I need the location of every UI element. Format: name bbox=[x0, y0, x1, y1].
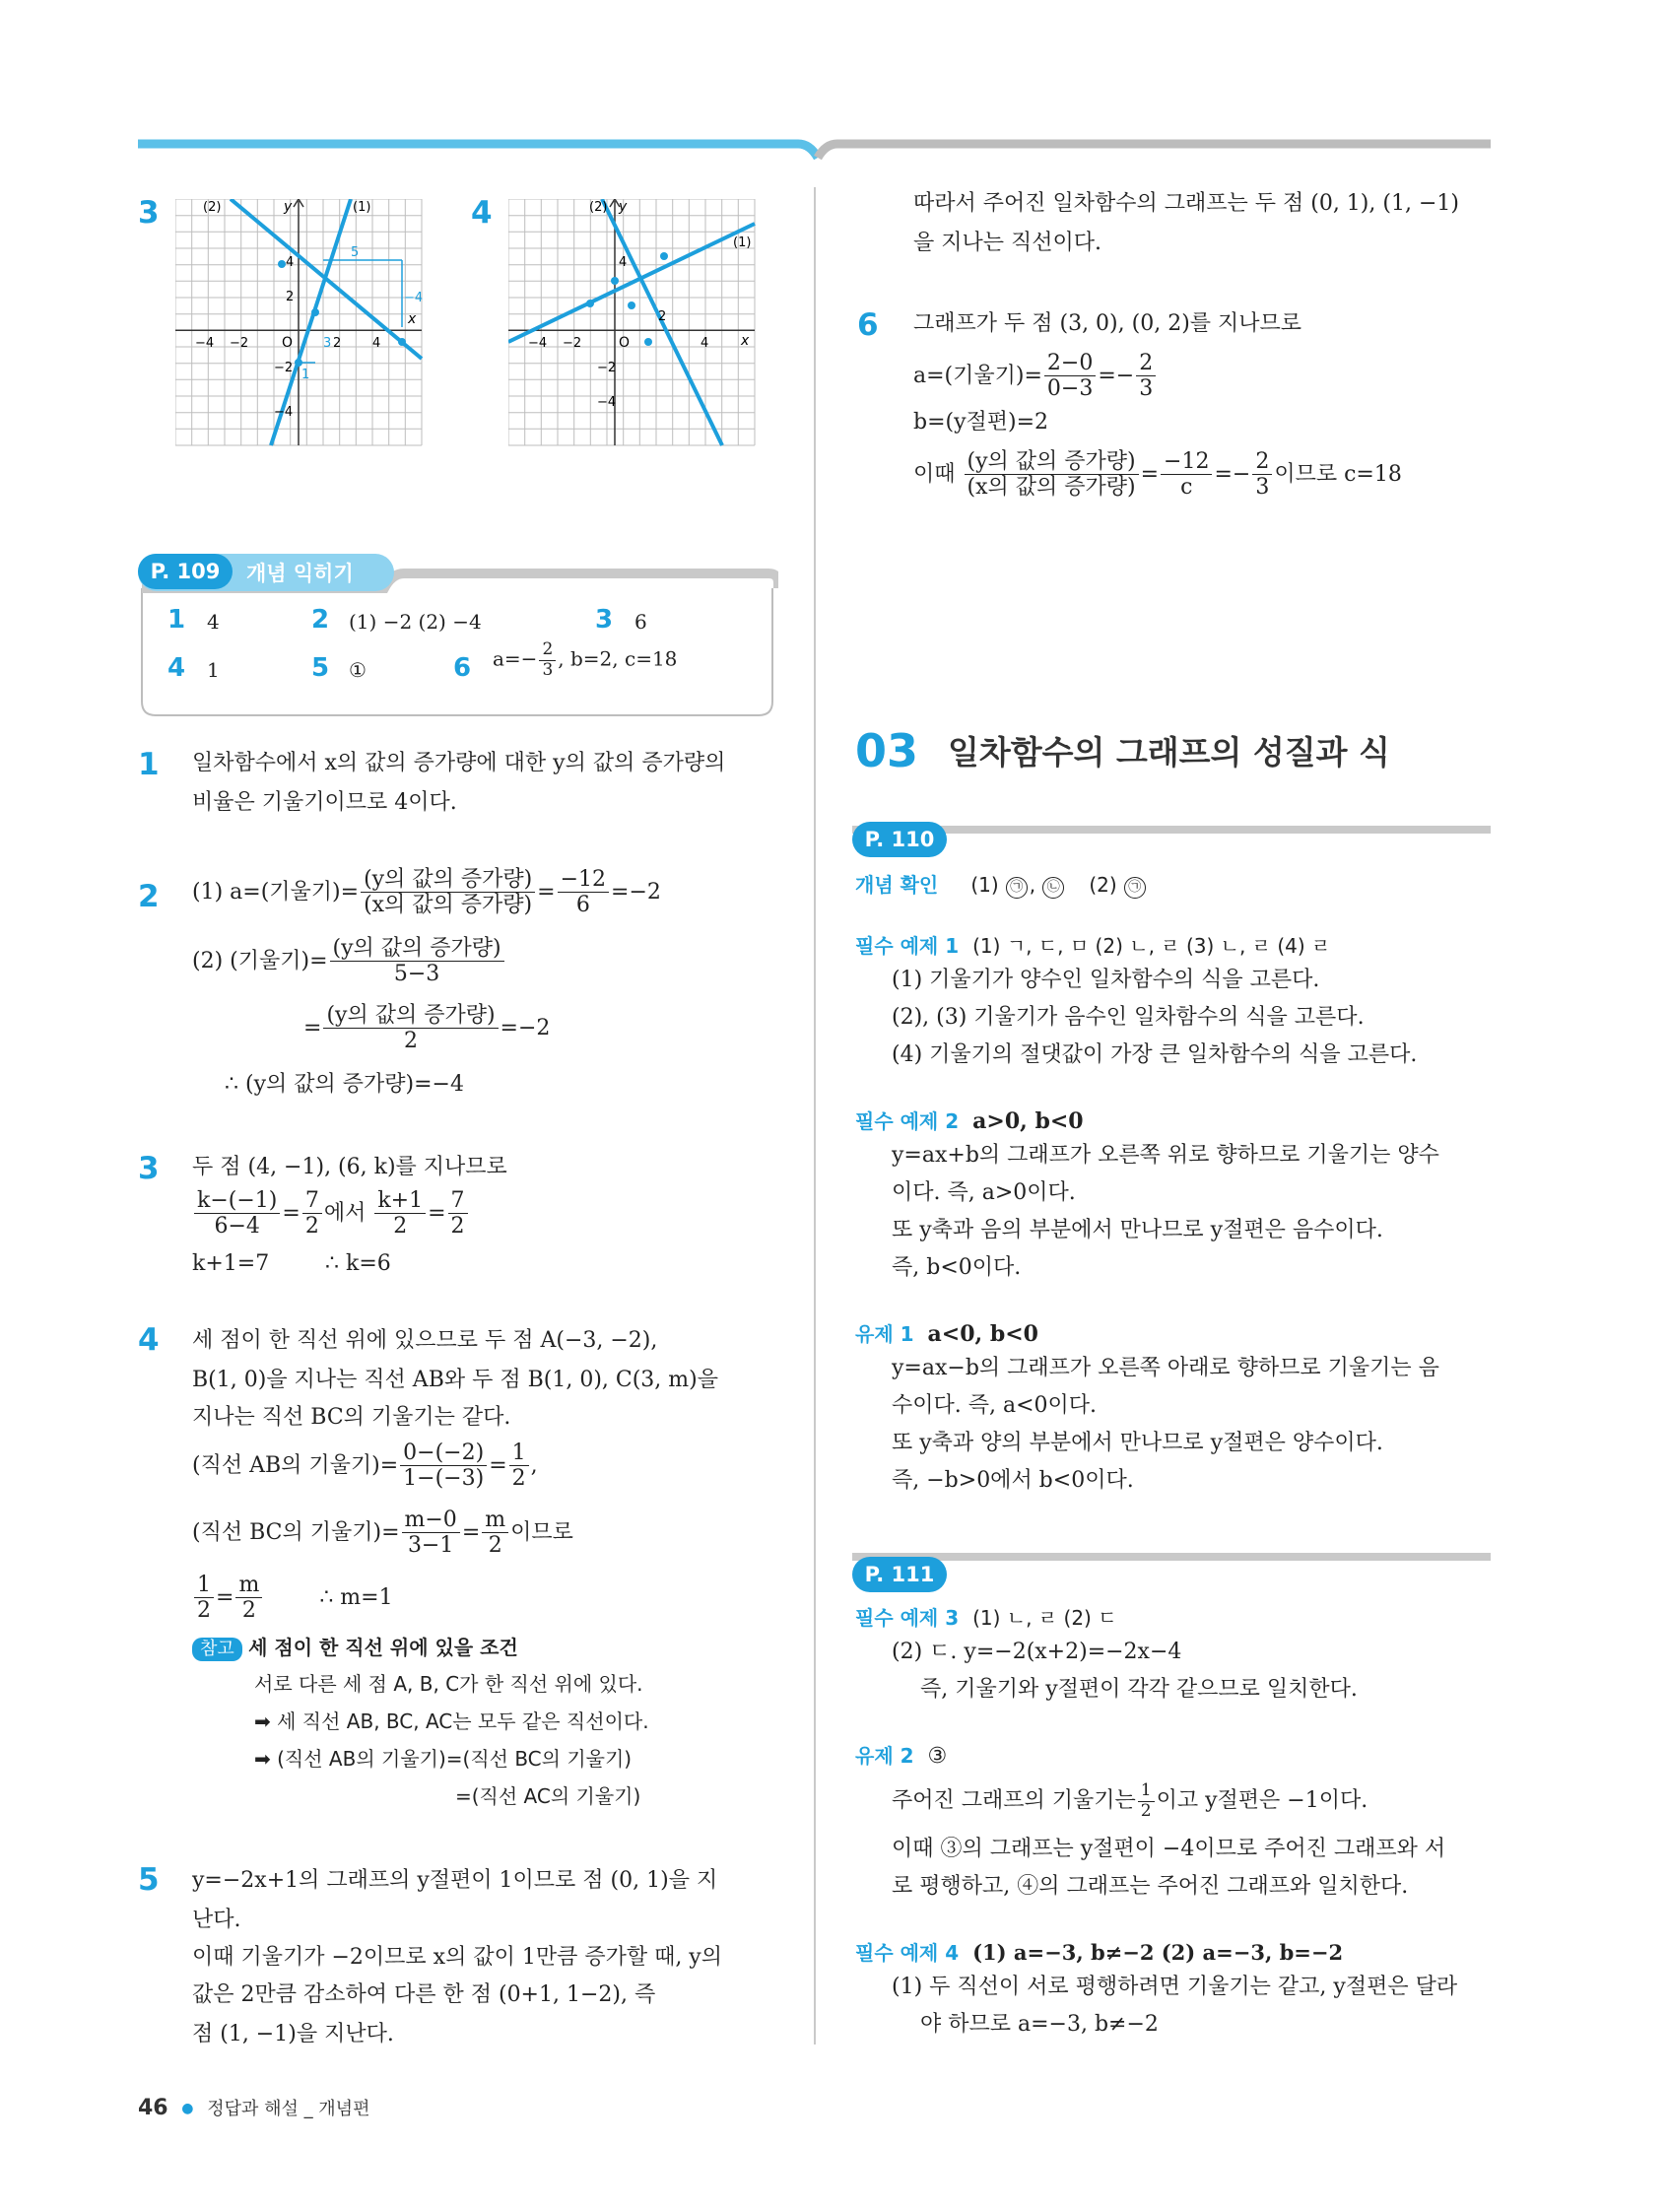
text-line: 값은 2만큼 감소하여 다른 한 점 (0+1, 1−2), 즉 bbox=[192, 1982, 656, 2007]
text-line: 주어진 그래프의 기울기는 $\frac{1}{2}$ 이고 y절편은 −1이다. bbox=[892, 1780, 1368, 1821]
text-line: 즉, 기울기와 y절편이 각각 같으므로 일치한다. bbox=[920, 1677, 1358, 1702]
svg-text:(1): (1) bbox=[353, 200, 371, 215]
example-4-header: 필수 예제 4 (1) a=−3, b≠−2 (2) a=−3, b=−2 bbox=[855, 1940, 1344, 1965]
svg-text:−4: −4 bbox=[404, 291, 424, 305]
text-line: 비율은 기울기이므로 4이다. bbox=[192, 790, 457, 815]
text-line: (1) 두 직선이 서로 평행하려면 기울기는 같고, y절편은 달라 bbox=[892, 1975, 1458, 1999]
column-divider bbox=[814, 187, 816, 2044]
formula-line: (직선 AB의 기울기)= $\frac{0-(-2)}{1-(-3)}$ = $\frac{1}{2}$ , bbox=[192, 1441, 538, 1492]
box-answer: 4 bbox=[207, 610, 220, 634]
solution-1-number: 1 bbox=[138, 747, 160, 782]
box-answer: 6 bbox=[634, 610, 647, 634]
svg-text:−4: −4 bbox=[274, 405, 294, 420]
graph-3 bbox=[175, 199, 428, 447]
graph-3-number: 3 bbox=[138, 195, 160, 231]
header-lines bbox=[0, 0, 1668, 168]
text-line: ∴ k=6 bbox=[325, 1251, 391, 1276]
svg-text:4: 4 bbox=[701, 336, 709, 351]
reference-line: ➡ 세 직선 AB, BC, AC는 모두 같은 직선이다. bbox=[254, 1709, 649, 1733]
svg-text:(1): (1) bbox=[733, 235, 752, 250]
svg-text:−2: −2 bbox=[563, 336, 582, 351]
page-badge: P. 109 bbox=[138, 554, 233, 589]
example-1-header: 필수 예제 1 (1) ㄱ, ㄷ, ㅁ (2) ㄴ, ㄹ (3) ㄴ, ㄹ (4) ㄹ bbox=[855, 934, 1331, 958]
exercise-2-header: 유제 2 ③ bbox=[855, 1744, 948, 1769]
formula-line: $\frac{k-(-1)}{6-4}$ = $\frac{7}{2}$ 에서 $\frac{k+1}{2}$ = $\frac{7}{2}$ bbox=[192, 1188, 470, 1240]
svg-text:2: 2 bbox=[658, 309, 667, 324]
section-title: 일차함수의 그래프의 성질과 식 bbox=[948, 733, 1390, 771]
concept-check: 개념 확인 (1) ㉠ , ㉡ (2) ㉠ bbox=[855, 869, 1148, 899]
svg-text:2: 2 bbox=[286, 290, 295, 304]
solution-5-number: 5 bbox=[138, 1862, 160, 1898]
text-line: 그래프가 두 점 (3, 0), (0, 2)를 지나므로 bbox=[913, 311, 1302, 336]
svg-text:−4: −4 bbox=[528, 336, 548, 351]
svg-text:3: 3 bbox=[323, 336, 332, 351]
svg-text:4: 4 bbox=[286, 255, 295, 270]
box-answer: (1) −2 (2) −4 bbox=[349, 610, 482, 634]
svg-text:5: 5 bbox=[351, 245, 360, 260]
svg-text:O: O bbox=[282, 335, 294, 351]
text-line: 또 y축과 음의 부분에서 만나므로 y절편은 음수이다. bbox=[892, 1218, 1383, 1242]
svg-text:4: 4 bbox=[372, 336, 381, 351]
svg-text:2: 2 bbox=[333, 336, 342, 351]
section-number-badge bbox=[855, 725, 934, 772]
page-badge: P. 110 bbox=[852, 822, 947, 857]
formula-line: (1) a=(기울기)= $\frac{\text{(y의 값의 증가량)}}{\text{(x의 값의 증가량)}}$ = $\frac{-12}{6}$ =−2 bbox=[192, 867, 661, 918]
text-line: ∴ (y의 값의 증가량)=−4 bbox=[225, 1072, 464, 1097]
formula-line: = $\frac{\text{(y의 값의 증가량)}}{2}$ =−2 bbox=[303, 1003, 551, 1054]
svg-text:x: x bbox=[408, 311, 417, 327]
text-line: y=−2x+1의 그래프의 y절편이 1이므로 점 (0, 1)을 지 bbox=[192, 1868, 718, 1893]
graph-4 bbox=[508, 199, 761, 447]
svg-text:−2: −2 bbox=[230, 336, 249, 351]
solution-4-number: 4 bbox=[138, 1322, 160, 1358]
text-line: 로 평행하고, ④의 그래프는 주어진 그래프와 일치한다. bbox=[892, 1874, 1409, 1899]
formula-line: (직선 BC의 기울기)= $\frac{m-0}{3-1}$ = $\frac{m}{2}$ 이므로 bbox=[192, 1508, 573, 1559]
text-line: 이다. 즉, a>0이다. bbox=[892, 1180, 1076, 1205]
solution-3-number: 3 bbox=[138, 1151, 160, 1186]
text-line: 점 (1, −1)을 지난다. bbox=[192, 2022, 394, 2046]
text-line: k+1=7 bbox=[192, 1251, 270, 1276]
text-line: B(1, 0)을 지나는 직선 AB와 두 점 B(1, 0), C(3, m)을 bbox=[192, 1368, 718, 1392]
svg-text:y: y bbox=[284, 199, 293, 215]
svg-text:x: x bbox=[741, 333, 750, 349]
text-line: 일차함수에서 x의 값의 증가량에 대한 y의 값의 증가량의 bbox=[192, 751, 726, 775]
svg-text:−2: −2 bbox=[597, 361, 617, 375]
text-line: 두 점 (4, −1), (6, k)를 지나므로 bbox=[192, 1155, 507, 1179]
formula-line: $\frac{1}{2}$ = $\frac{m}{2}$ ∴ m=1 bbox=[192, 1573, 393, 1624]
graph-4-number: 4 bbox=[471, 195, 493, 231]
text-line: (4) 기울기의 절댓값이 가장 큰 일차함수의 식을 고른다. bbox=[892, 1042, 1418, 1067]
reference-title: 세 점이 한 직선 위에 있을 조건 bbox=[248, 1636, 518, 1659]
text-line: (2) ㄷ. y=−2(x+2)=−2x−4 bbox=[892, 1640, 1182, 1664]
formula-a: a=(기울기)= $\frac{2-0}{0-3}$ =− $\frac{2}{3}$ bbox=[913, 351, 1158, 402]
concept-box-frame bbox=[138, 554, 778, 719]
reference-note bbox=[192, 1632, 518, 1661]
page-badge: P. 111 bbox=[852, 1557, 947, 1592]
box-answer: a=− $\frac{2}{3}$ , b=2, c=18 bbox=[493, 639, 678, 680]
text-line: 즉, −b>0에서 b<0이다. bbox=[892, 1468, 1134, 1493]
svg-text:03: 03 bbox=[855, 725, 919, 772]
reference-line: =(직선 AC의 기울기) bbox=[455, 1784, 641, 1808]
box-title: 개념 익히기 bbox=[246, 562, 354, 585]
text-line: 이때 ③의 그래프는 y절편이 −4이므로 주어진 그래프와 서 bbox=[892, 1837, 1446, 1861]
formula-b: b=(y절편)=2 bbox=[913, 410, 1049, 435]
box-answer-number: 6 bbox=[453, 653, 472, 683]
svg-text:−4: −4 bbox=[597, 395, 617, 410]
example-3-header: 필수 예제 3 (1) ㄴ, ㄹ (2) ㄷ bbox=[855, 1606, 1117, 1630]
text-line: y=ax+b의 그래프가 오른쪽 위로 향하므로 기울기는 양수 bbox=[892, 1143, 1439, 1168]
text-line: 수이다. 즉, a<0이다. bbox=[892, 1393, 1098, 1418]
box-answer-number: 4 bbox=[167, 653, 186, 683]
text-line: (2), (3) 기울기가 음수인 일차함수의 식을 고른다. bbox=[892, 1005, 1365, 1030]
footer-dot: ● bbox=[181, 2101, 194, 2116]
text-line: 즉, b<0이다. bbox=[892, 1255, 1022, 1280]
svg-text:1: 1 bbox=[301, 368, 310, 382]
example-2-header: 필수 예제 2 a>0, b<0 bbox=[855, 1108, 1084, 1134]
text-line: y=ax−b의 그래프가 오른쪽 아래로 향하므로 기울기는 음 bbox=[892, 1356, 1439, 1380]
text-line: (1) 기울기가 양수인 일차함수의 식을 고른다. bbox=[892, 968, 1320, 992]
page-number: 46 bbox=[138, 2096, 168, 2120]
svg-text:(2): (2) bbox=[203, 200, 222, 215]
footer bbox=[138, 2095, 369, 2120]
text-line: 지나는 직선 BC의 기울기는 같다. bbox=[192, 1405, 511, 1430]
box-answer: ① bbox=[349, 658, 367, 682]
footer-text: 정답과 해설 _ 개념편 bbox=[207, 2099, 370, 2119]
text-line: 을 지나는 직선이다. bbox=[913, 231, 1101, 255]
text-line: 따라서 주어진 일차함수의 그래프는 두 점 (0, 1), (1, −1) bbox=[913, 191, 1459, 216]
svg-text:O: O bbox=[619, 335, 631, 351]
box-answer-number: 1 bbox=[167, 605, 186, 635]
svg-text:y: y bbox=[619, 199, 628, 215]
reference-tag: 참고 bbox=[192, 1638, 242, 1661]
section-rule bbox=[852, 826, 1491, 834]
box-answer: 1 bbox=[207, 658, 220, 682]
box-answer-number: 2 bbox=[311, 605, 330, 635]
solution-2-number: 2 bbox=[138, 879, 160, 914]
text-line: 세 점이 한 직선 위에 있으므로 두 점 A(−3, −2), bbox=[192, 1328, 658, 1353]
exercise-1-header: 유제 1 a<0, b<0 bbox=[855, 1321, 1038, 1347]
svg-text:(2): (2) bbox=[589, 200, 608, 215]
formula-c: 이때 $\frac{\text{(y의 값의 증가량)}}{\text{(x의 값의 증가량)}}$ = $\frac{-12}{c}$ =− $\frac{2}{3}$ 이므로 c=18 bbox=[913, 449, 1402, 501]
svg-text:4: 4 bbox=[619, 255, 628, 270]
section-rule bbox=[852, 1553, 1491, 1561]
box-answer-number: 5 bbox=[311, 653, 330, 683]
svg-text:−2: −2 bbox=[274, 361, 294, 375]
reference-line: ➡ (직선 AB의 기울기)=(직선 BC의 기울기) bbox=[254, 1747, 633, 1771]
problem-6-number: 6 bbox=[857, 307, 879, 343]
svg-text:−4: −4 bbox=[195, 336, 215, 351]
text-line: 또 y축과 양의 부분에서 만나므로 y절편은 양수이다. bbox=[892, 1431, 1383, 1455]
box-answer-number: 3 bbox=[595, 605, 614, 635]
text-line: 난다. bbox=[192, 1908, 241, 1932]
text-line: 야 하므로 a=−3, b≠−2 bbox=[920, 2012, 1159, 2037]
reference-line: 서로 다른 세 점 A, B, C가 한 직선 위에 있다. bbox=[254, 1672, 643, 1696]
formula-line: (2) (기울기)= $\frac{\text{(y의 값의 증가량)}}{5-3}$ bbox=[192, 936, 506, 987]
text-line: 이때 기울기가 −2이므로 x의 값이 1만큼 증가할 때, y의 bbox=[192, 1945, 722, 1970]
